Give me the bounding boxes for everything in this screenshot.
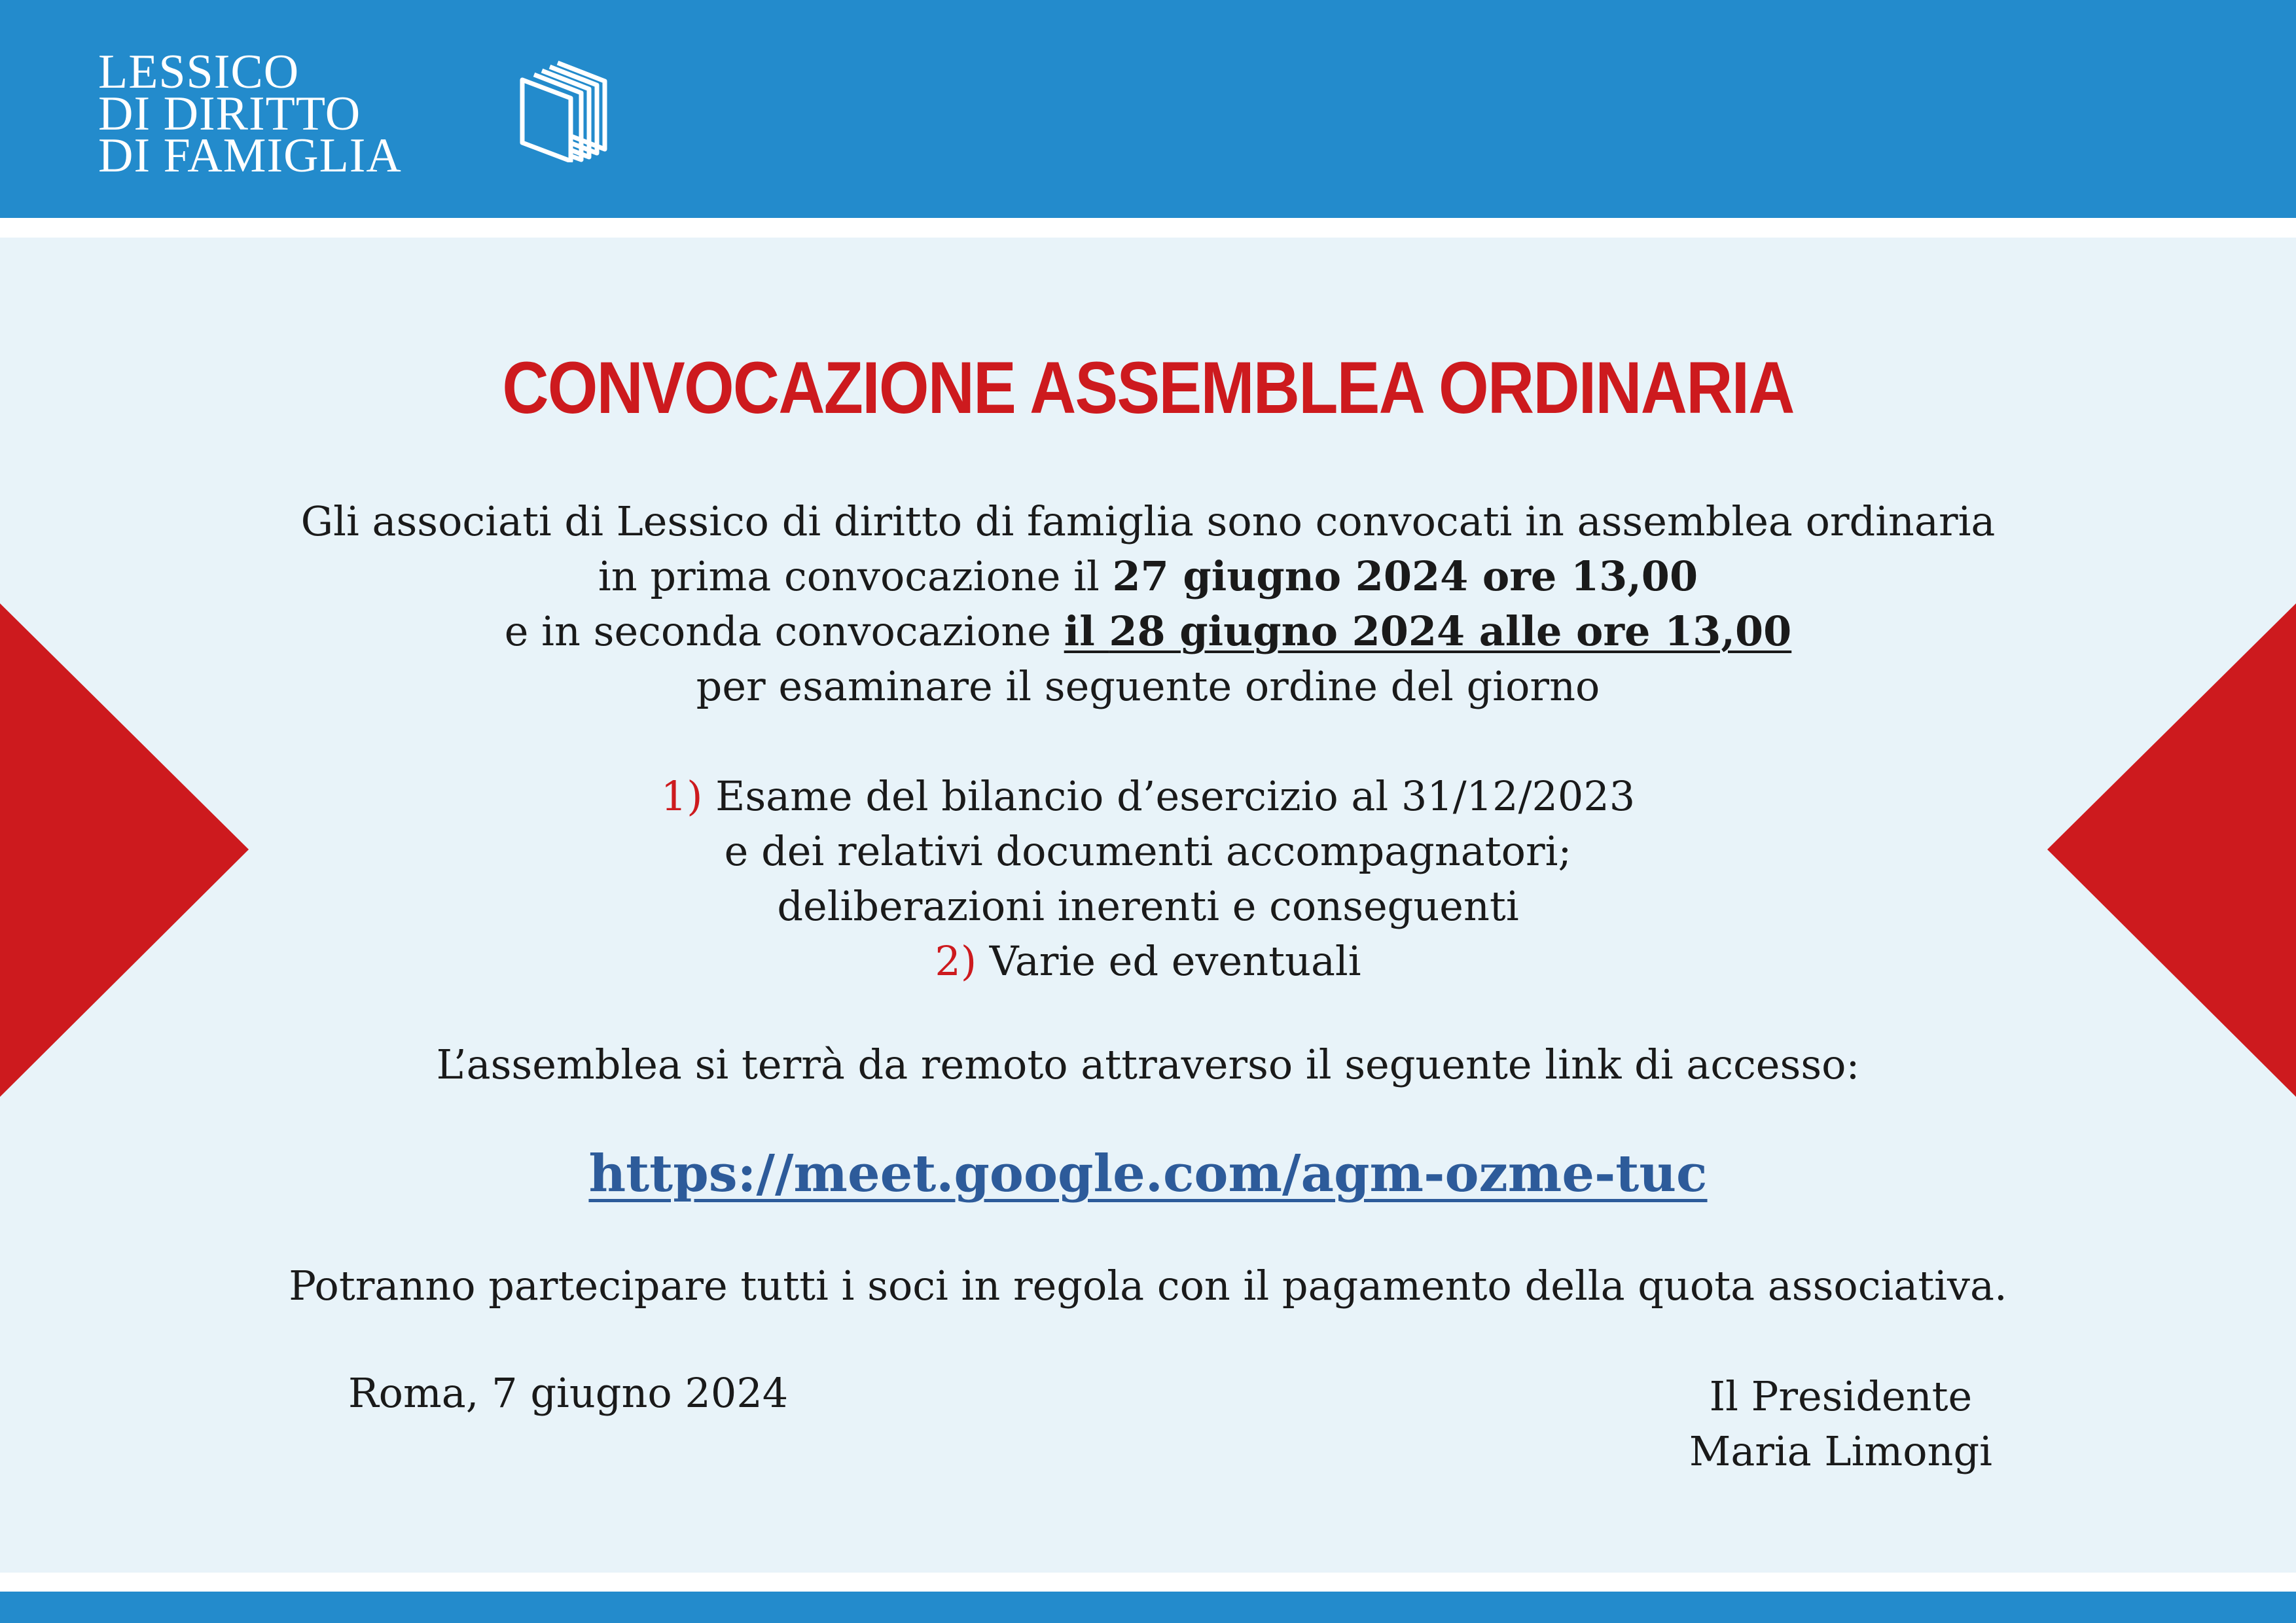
logo-line-1: LESSICO [98, 45, 300, 99]
signature-role: Il Presidente [1709, 1372, 1973, 1420]
convocation-body [0, 494, 2296, 989]
logo-line-2: DI DIRITTO [98, 87, 361, 141]
signature-block [1689, 1369, 1992, 1479]
access-text: L’assemblea si terrà da remoto attraverso il seguente link di accesso: [436, 1041, 1860, 1088]
participants-text: Potranno partecipare tutti i soci in regola con il pagamento della quota associativa. [289, 1262, 2007, 1310]
intro-line-2 [0, 549, 2296, 604]
meeting-link[interactable]: https://meet.google.com/agm-ozme-tuc [588, 1144, 1708, 1204]
intro-line-1: Gli associati di Lessico di diritto di famiglia sono convocati in assemblea ordinaria [300, 497, 1996, 545]
agenda-item-1 [0, 769, 2296, 824]
intro-line-3 [0, 604, 2296, 659]
agenda-number-1: 1) [660, 772, 703, 820]
header-band [0, 0, 2296, 218]
page-title: CONVOCAZIONE ASSEMBLEA ORDINARIA [502, 347, 1794, 429]
agenda-item-2 [0, 934, 2296, 989]
agenda-item-1-line-3: deliberazioni inerenti e conseguenti [777, 882, 1519, 930]
signature-name: Maria Limongi [1689, 1427, 1992, 1475]
date-place: Roma, 7 giugno 2024 [348, 1369, 789, 1417]
intro-line-2-text: in prima convocazione il [598, 552, 1113, 600]
agenda-number-2: 2) [935, 937, 977, 985]
agenda-item-1-text: Esame del bilancio d’esercizio al 31/12/2023 [702, 772, 1636, 820]
second-convocation-datetime: 28 giugno 2024 alle ore 13,00 [1109, 607, 1792, 655]
footer-band [0, 1592, 2296, 1623]
intro-line-3-text: e in seconda convocazione [504, 607, 1064, 655]
logo-line-3: DI FAMIGLIA [98, 129, 402, 183]
second-convocation-prefix: il [1064, 607, 1109, 655]
first-convocation-date: 27 giugno 2024 ore 13,00 [1112, 552, 1698, 600]
agenda-item-1-line-2: e dei relativi documenti accompagnatori; [724, 827, 1572, 875]
stacked-books-icon [518, 58, 610, 162]
second-convocation-date [1064, 607, 1792, 655]
agenda-item-2-text: Varie ed eventuali [977, 937, 1361, 985]
intro-line-4: per esaminare il seguente ordine del giorno [696, 662, 1600, 710]
